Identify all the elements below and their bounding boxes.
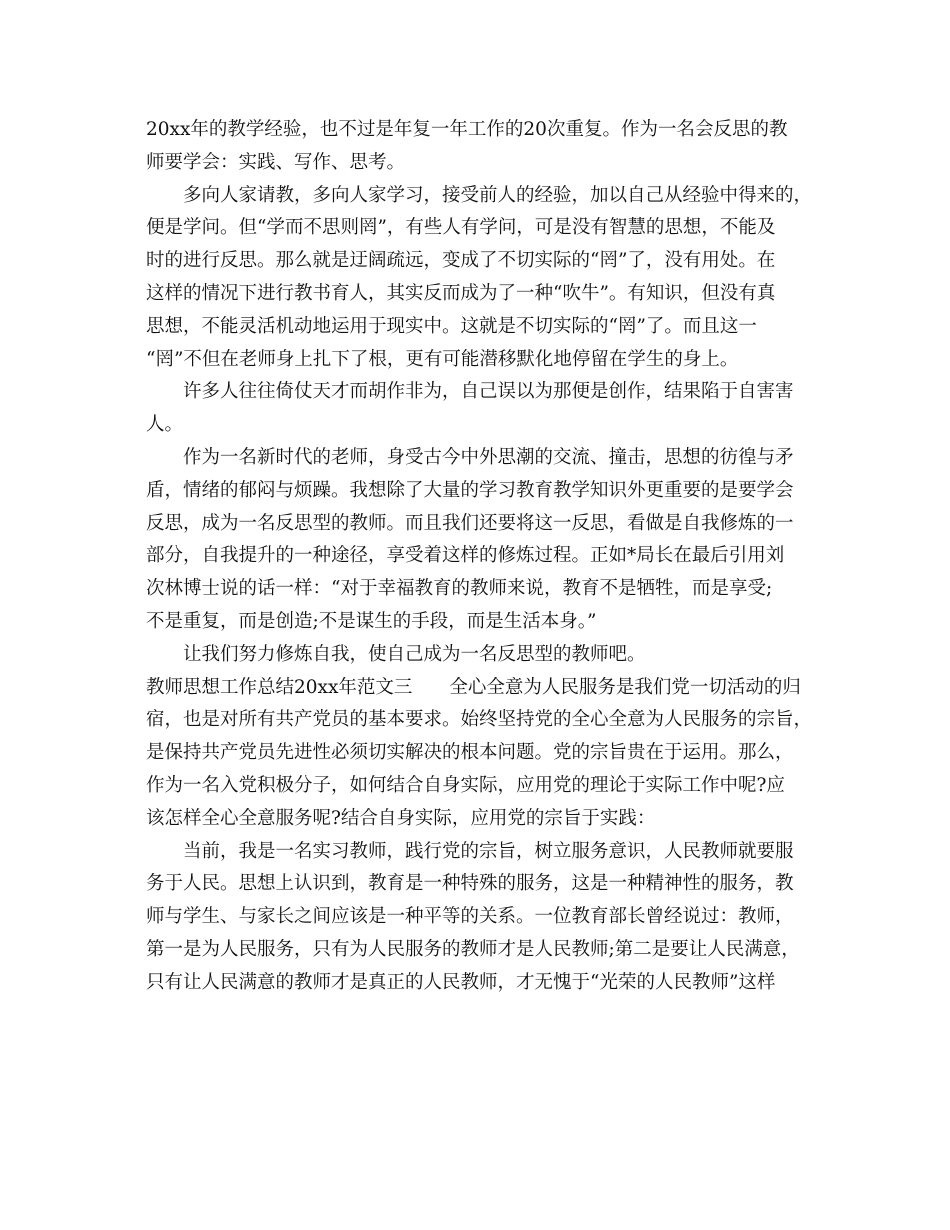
text-line: 让我们努力修炼自我，使自己成为一名反思型的教师吧。 — [183, 643, 646, 665]
text-line: 作为一名新时代的老师，身受古今中外思潮的交流、撞击，思想的彷徨与矛 — [183, 446, 794, 468]
text-line: 次林博士说的话一样：“对于幸福教育的教师来说，教育不是牺牲，而是享受; — [146, 578, 773, 600]
text-line: 反思，成为一名反思型的教师。而且我们还要将这一反思，看做是自我修炼的一 — [146, 512, 794, 534]
document-body — [146, 114, 811, 1000]
text-line: “罔”不但在老师身上扎下了根，更有可能潜移默化地停留在学生的身上。 — [146, 348, 739, 370]
text-line: 思想，不能灵活机动地运用于现实中。这就是不切实际的“罔”了。而且这一 — [146, 315, 757, 337]
text-line: 当前，我是一名实习教师，践行党的宗旨，树立服务意识，人民教师就要服 — [183, 840, 794, 862]
text-line: 第一是为人民服务，只有为人民服务的教师才是人民教师;第二是要让人民满意， — [146, 938, 800, 960]
text-line: 宿，也是对所有共产党员的基本要求。始终坚持党的全心全意为人民服务的宗旨， — [146, 709, 813, 731]
text-line: 部分，自我提升的一种途径，享受着这样的修炼过程。正如*局长在最后引用刘 — [146, 545, 785, 567]
text-line: 教师思想工作总结20xx年范文三 全心全意为人民服务是我们党一切活动的归 — [146, 676, 801, 698]
text-line: 师与学生、与家长之间应该是一种平等的关系。一位教育部长曾经说过：教师， — [146, 906, 794, 928]
text-line: 只有让人民满意的教师才是真正的人民教师，才无愧于“光荣的人民教师”这样 — [146, 971, 776, 993]
text-line: 该怎样全心全意服务呢?结合自身实际，应用党的宗旨于实践： — [146, 807, 656, 829]
text-line: 时的进行反思。那么就是迂阔疏远，变成了不切实际的“罔”了，没有用处。在 — [146, 250, 776, 272]
text-line: 务于人民。思想上认识到，教育是一种特殊的服务，这是一种精神性的服务，教 — [146, 873, 794, 895]
text-line: 20xx年的教学经验，也不过是年复一年工作的20次重复。作为一名会反思的教 — [146, 119, 788, 140]
text-line: 是保持共产党员先进性必须切实解决的根本问题。党的宗旨贵在于运用。那么， — [146, 742, 794, 764]
text-line: 便是学问。但“学而不思则罔”，有些人有学问，可是没有智慧的思想，不能及 — [146, 217, 776, 239]
text-line: 这样的情况下进行教书育人，其实反而成为了一种“吹牛”。有知识，但没有真 — [146, 282, 776, 304]
text-line: 作为一名入党积极分子，如何结合自身实际，应用党的理论于实际工作中呢?应 — [146, 774, 785, 796]
text-line: 盾，情绪的郁闷与烦躁。我想除了大量的学习教育教学知识外更重要的是要学会 — [146, 479, 794, 501]
text-line: 不是重复，而是创造;不是谋生的手段，而是生活本身。” — [146, 610, 597, 632]
text-line: 许多人往往倚仗天才而胡作非为，自己误以为那便是创作，结果陷于自害害 — [183, 381, 794, 403]
text-line: 师要学会：实践、写作、思考。 — [146, 151, 406, 173]
text-line: 人。 — [146, 414, 184, 436]
text-line: 多向人家请教，多向人家学习，接受前人的经验，加以自己从经验中得来的， — [183, 184, 813, 206]
